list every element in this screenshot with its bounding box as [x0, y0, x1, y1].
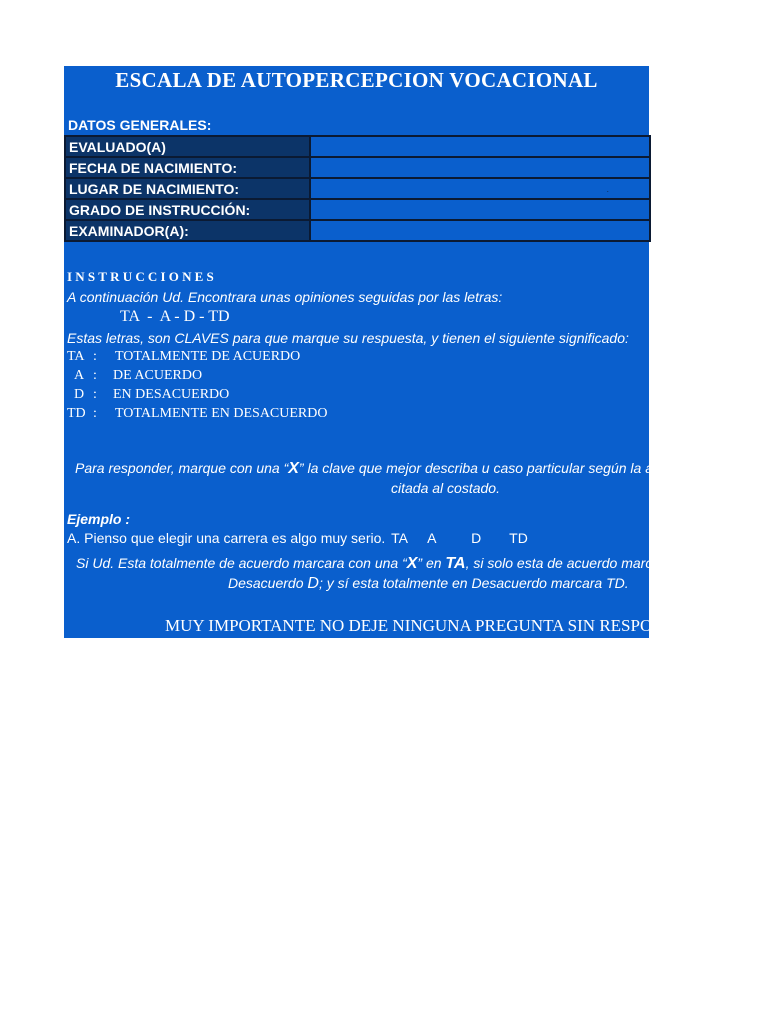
example-d-mark: D [307, 575, 319, 592]
key-code: TD [67, 406, 86, 421]
respond-instruction-2: citada al costado. [391, 480, 500, 496]
example-explanation-text: ” en [417, 555, 446, 571]
evaluado-field[interactable] [310, 136, 650, 157]
example-option-d: D [471, 530, 482, 546]
field-row-lugar [65, 178, 650, 199]
example-explanation-text: , si solo esta de acuerdo marcara A; si esta en [465, 555, 753, 571]
key-meaning: DE ACUERDO [113, 368, 203, 383]
example-explanation-text: ; y sí esta totalmente en Desacuerdo marcara TD. [318, 575, 629, 591]
form-title: ESCALA DE AUTOPERCEPCION VOCACIONAL [115, 68, 598, 92]
respond-instruction [75, 460, 710, 478]
important-notice: MUY IMPORTANTE NO DEJE NINGUNA PREGUNTA SIN RESPONDER [165, 616, 699, 635]
key-sep: : [93, 368, 97, 383]
field-label: GRADO DE INSTRUCCIÓN: [65, 199, 310, 220]
key-code: A [74, 368, 85, 383]
field-label: LUGAR DE NACIMIENTO: [65, 178, 310, 199]
example-option-ta: TA [391, 530, 409, 546]
form-sheet [64, 66, 753, 638]
key-meaning: TOTALMENTE DE ACUERDO [115, 349, 301, 364]
field-row-evaluado [65, 136, 650, 157]
field-row-grado [65, 199, 650, 220]
instructions-line-2: Estas letras, son CLAVES para que marque su respuesta, y tienen el siguiente significado: [67, 330, 629, 346]
instructions-line-1: A continuación Ud. Encontrara unas opiniones seguidas por las letras: [67, 289, 503, 305]
key-sep: : [93, 406, 97, 421]
example-ta-mark: TA [445, 555, 466, 572]
key-sep: : [93, 349, 97, 364]
key-row-ta [67, 349, 300, 365]
example-explanation-2 [228, 575, 629, 593]
birth-date-field[interactable] [310, 157, 650, 178]
key-row-d [74, 387, 229, 403]
answer-letters: TA - A - D - TD [120, 308, 230, 325]
key-code: D [74, 387, 85, 402]
example-explanation-text: Si Ud. Esta totalmente de acuerdo marcara con una “ [76, 555, 407, 571]
example-statement-row [67, 530, 528, 546]
key-sep: : [93, 387, 97, 402]
examiner-field[interactable] [310, 220, 650, 241]
key-code: TA [67, 349, 85, 364]
birth-place-field[interactable]: . [310, 178, 650, 199]
field-label: FECHA DE NACIMIENTO: [65, 157, 310, 178]
example-explanation-1 [76, 555, 753, 573]
respond-text-a: Para responder, marque con una “ [75, 460, 289, 476]
example-heading: Ejemplo : [67, 511, 131, 527]
education-field[interactable] [310, 199, 650, 220]
example-x-mark: X [406, 555, 418, 572]
instructions-heading: INSTRUCCIONES [67, 269, 217, 284]
key-meaning: TOTALMENTE EN DESACUERDO [115, 406, 328, 421]
key-row-a [74, 368, 202, 384]
field-row-examinador [65, 220, 650, 241]
respond-x-mark: X [288, 460, 299, 477]
respond-text-b: ” la clave que mejor describa u caso particular según la afirmación [298, 460, 710, 476]
example-statement: A. Pienso que elegir una carrera es algo muy serio. [67, 530, 386, 546]
example-explanation-text: Desacuerdo [228, 575, 308, 591]
field-label: EVALUADO(A) [65, 136, 310, 157]
general-data-table [64, 135, 651, 242]
example-option-a: A [427, 530, 437, 546]
field-row-fecha [65, 157, 650, 178]
key-row-td [67, 406, 328, 422]
example-option-td: TD [509, 530, 528, 546]
key-meaning: EN DESACUERDO [113, 387, 230, 402]
general-data-heading: DATOS GENERALES: [68, 117, 212, 133]
field-label: EXAMINADOR(A): [65, 220, 310, 241]
